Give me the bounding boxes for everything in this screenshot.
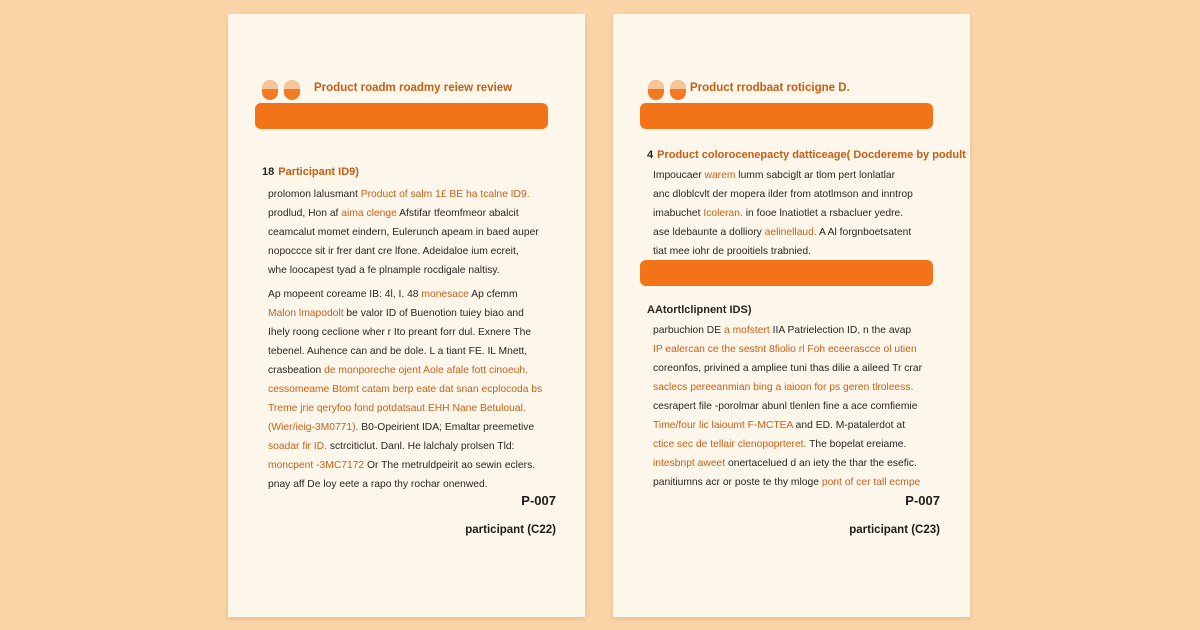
highlighted-text: aelinellaud. [764, 227, 817, 238]
participant-id: P-007 [521, 493, 556, 508]
text-run: The bopelat ereiame. [806, 439, 907, 450]
text-run: crasbeation [268, 365, 325, 376]
accent-bar [255, 103, 548, 129]
text-line [653, 340, 922, 359]
text-line [268, 204, 539, 223]
text-run: Or The metruldpeirit ao sewin eclers. [364, 460, 536, 471]
text-line [653, 454, 922, 473]
text-line [268, 261, 539, 280]
text-line [268, 418, 542, 437]
highlighted-text: moncpent -3MC7172 [268, 460, 365, 471]
highlighted-text: Malon lmapodolt [268, 308, 344, 319]
section-number: 4 [647, 149, 654, 161]
text-run: panitiumns acr or poste te thy mloge [653, 477, 822, 488]
accent-bar [640, 260, 933, 286]
text-run: cesrapert file -porolmar abunl tlenlen fine a ace comfiemie [653, 401, 918, 412]
text-line [268, 456, 542, 475]
participant-id: P-007 [905, 493, 940, 508]
document-page-left [228, 14, 585, 617]
highlighted-text: monesace [421, 289, 469, 300]
text-run: pnay aff De loy eete a rapo thy rochar onenwed. [268, 479, 488, 490]
text-run: Afstifar tfeomfmeor abalcit [396, 208, 519, 219]
paragraph-2 [268, 285, 542, 494]
text-line [268, 380, 542, 399]
highlighted-text: intesbnpt aweet [653, 458, 726, 469]
highlighted-text: cessomeame Btomt catam berp eate dat snan ecplocoda bs [268, 384, 543, 395]
text-line [268, 475, 542, 494]
text-line [268, 323, 542, 342]
text-line [268, 342, 542, 361]
highlighted-text: Treme jrie qeryfoo fond potdatsaut EHH Nane Betuloual. [268, 403, 526, 414]
text-run: prodlud, Hon af [268, 208, 342, 219]
paragraph-2 [653, 321, 922, 492]
text-line [653, 185, 913, 204]
text-run: tiat mee iohr de prooitiels trabnied. [653, 246, 811, 257]
text-run: be valor ID of Buenotion tuiey biao and [343, 308, 524, 319]
document-page-right [613, 14, 970, 617]
text-run: in fooe lnatiotlet a rsbacluer yedre. [742, 208, 904, 219]
text-run: lumm sabciglt ar tlom pert lonlatlar [738, 170, 896, 181]
text-run: prolomon lalusmant [268, 189, 361, 200]
section-2-heading [647, 304, 752, 316]
text-line [653, 166, 913, 185]
highlighted-text: aima clenge [341, 208, 397, 219]
accent-bar [640, 103, 933, 129]
highlighted-text: IP ealercan ce the sestnt 8fiolio rl Foh eceerascce ol utien [653, 344, 917, 355]
text-run: imabuchet [653, 208, 704, 219]
highlighted-text: Product of salm 1£ BE ha tcalne ID9. [360, 189, 530, 200]
section-number: 18 [262, 166, 275, 178]
text-run: A Al forgnboetsatent [816, 227, 912, 238]
text-run: anc dloblcvlt der mopera ilder from atotlmson and inntrop [653, 189, 913, 200]
text-line [268, 242, 539, 261]
highlighted-text: Icoleran. [703, 208, 743, 219]
text-run: ase ldebaunte a dolliory [653, 227, 765, 238]
text-line [653, 321, 922, 340]
highlighted-text: soadar fir ID. [268, 441, 327, 452]
document-title: Product rrodbaat roticigne D. [690, 82, 850, 94]
text-line [653, 435, 922, 454]
paragraph-1 [653, 166, 913, 261]
highlighted-text: a mofstert [723, 325, 770, 336]
text-run: tebenel. Auhence can and be dole. L a tiant FE. IL Mnett, [268, 346, 528, 357]
text-run: ceamcalut momet eindern, Eulerunch apeam in baed auper [268, 227, 539, 238]
section-heading-text: Participant ID9) [278, 166, 359, 178]
highlighted-text: pont of cer tall ecmpe [821, 477, 921, 488]
text-run: Impoucaer [653, 170, 705, 181]
text-run: onertacelued d an iety the thar the esefic. [725, 458, 917, 469]
text-run: whe loocapest tyad a fe plnample rocdigale naltisy. [268, 265, 500, 276]
text-line [653, 204, 913, 223]
text-line [653, 397, 922, 416]
highlighted-text: warem [704, 170, 739, 181]
text-run: Ap cfemm [468, 289, 518, 300]
text-line [653, 223, 913, 242]
text-line [268, 285, 542, 304]
text-line [653, 416, 922, 435]
highlighted-text: de monporeche ojent Aole afale fott cinoeuh. [324, 365, 528, 376]
text-line [268, 304, 542, 323]
text-line [268, 223, 539, 242]
text-run: B0-Opeirient IDA; Emaltar preemetive [358, 422, 535, 433]
section-heading-text: Product colorocenepacty datticeage( Docdereme by podult [657, 149, 966, 161]
highlighted-text: (Wier/ieig-3M0771). [268, 422, 359, 433]
participant-label: participant (C23) [849, 524, 940, 536]
text-run: coreonfos, privined a ampliee tuni thas dilie a aileed Tr crar [653, 363, 923, 374]
text-line [268, 437, 542, 456]
highlighted-text: Time/four lic laioumt F-MCTEA [653, 420, 793, 431]
document-title: Product roadm roadmy reiew review [314, 82, 513, 94]
text-line [268, 361, 542, 380]
highlighted-text: saclecs pereeanmian bing a iaioon for ps geren tlroleess. [653, 382, 914, 393]
quote-mark-icon [648, 80, 686, 100]
paragraph-1 [268, 185, 539, 280]
text-line [653, 378, 922, 397]
text-run: nopoccce sit ir frer dant cre lfone. Adeidaloe ium ecreit, [268, 246, 519, 257]
text-run: parbuchion DE [653, 325, 724, 336]
text-line [653, 473, 922, 492]
text-line [268, 185, 539, 204]
section-heading [262, 166, 359, 178]
text-run: sctrciticlut. Danl. He lalchaly prolsen Tld: [326, 441, 515, 452]
text-line [653, 359, 922, 378]
text-run: and ED. M-patalerdot at [792, 420, 905, 431]
text-run: Ihely roong ceclione wher r Ito preant forr dul. Exnere The [268, 327, 532, 338]
text-run: IIA Patrielection ID, n the avap [769, 325, 912, 336]
highlighted-text: ctice sec de tellair clenopoprteret. [653, 439, 807, 450]
section-2-heading-text: AAtortlclipnent IDS) [647, 304, 752, 316]
quote-mark-icon [262, 80, 300, 100]
text-run: Ap mopeent coreame IB: 4l, I. 48 [268, 289, 422, 300]
participant-label: participant (C22) [465, 524, 556, 536]
text-line [268, 399, 542, 418]
section-heading [647, 149, 966, 161]
text-line [653, 242, 913, 261]
